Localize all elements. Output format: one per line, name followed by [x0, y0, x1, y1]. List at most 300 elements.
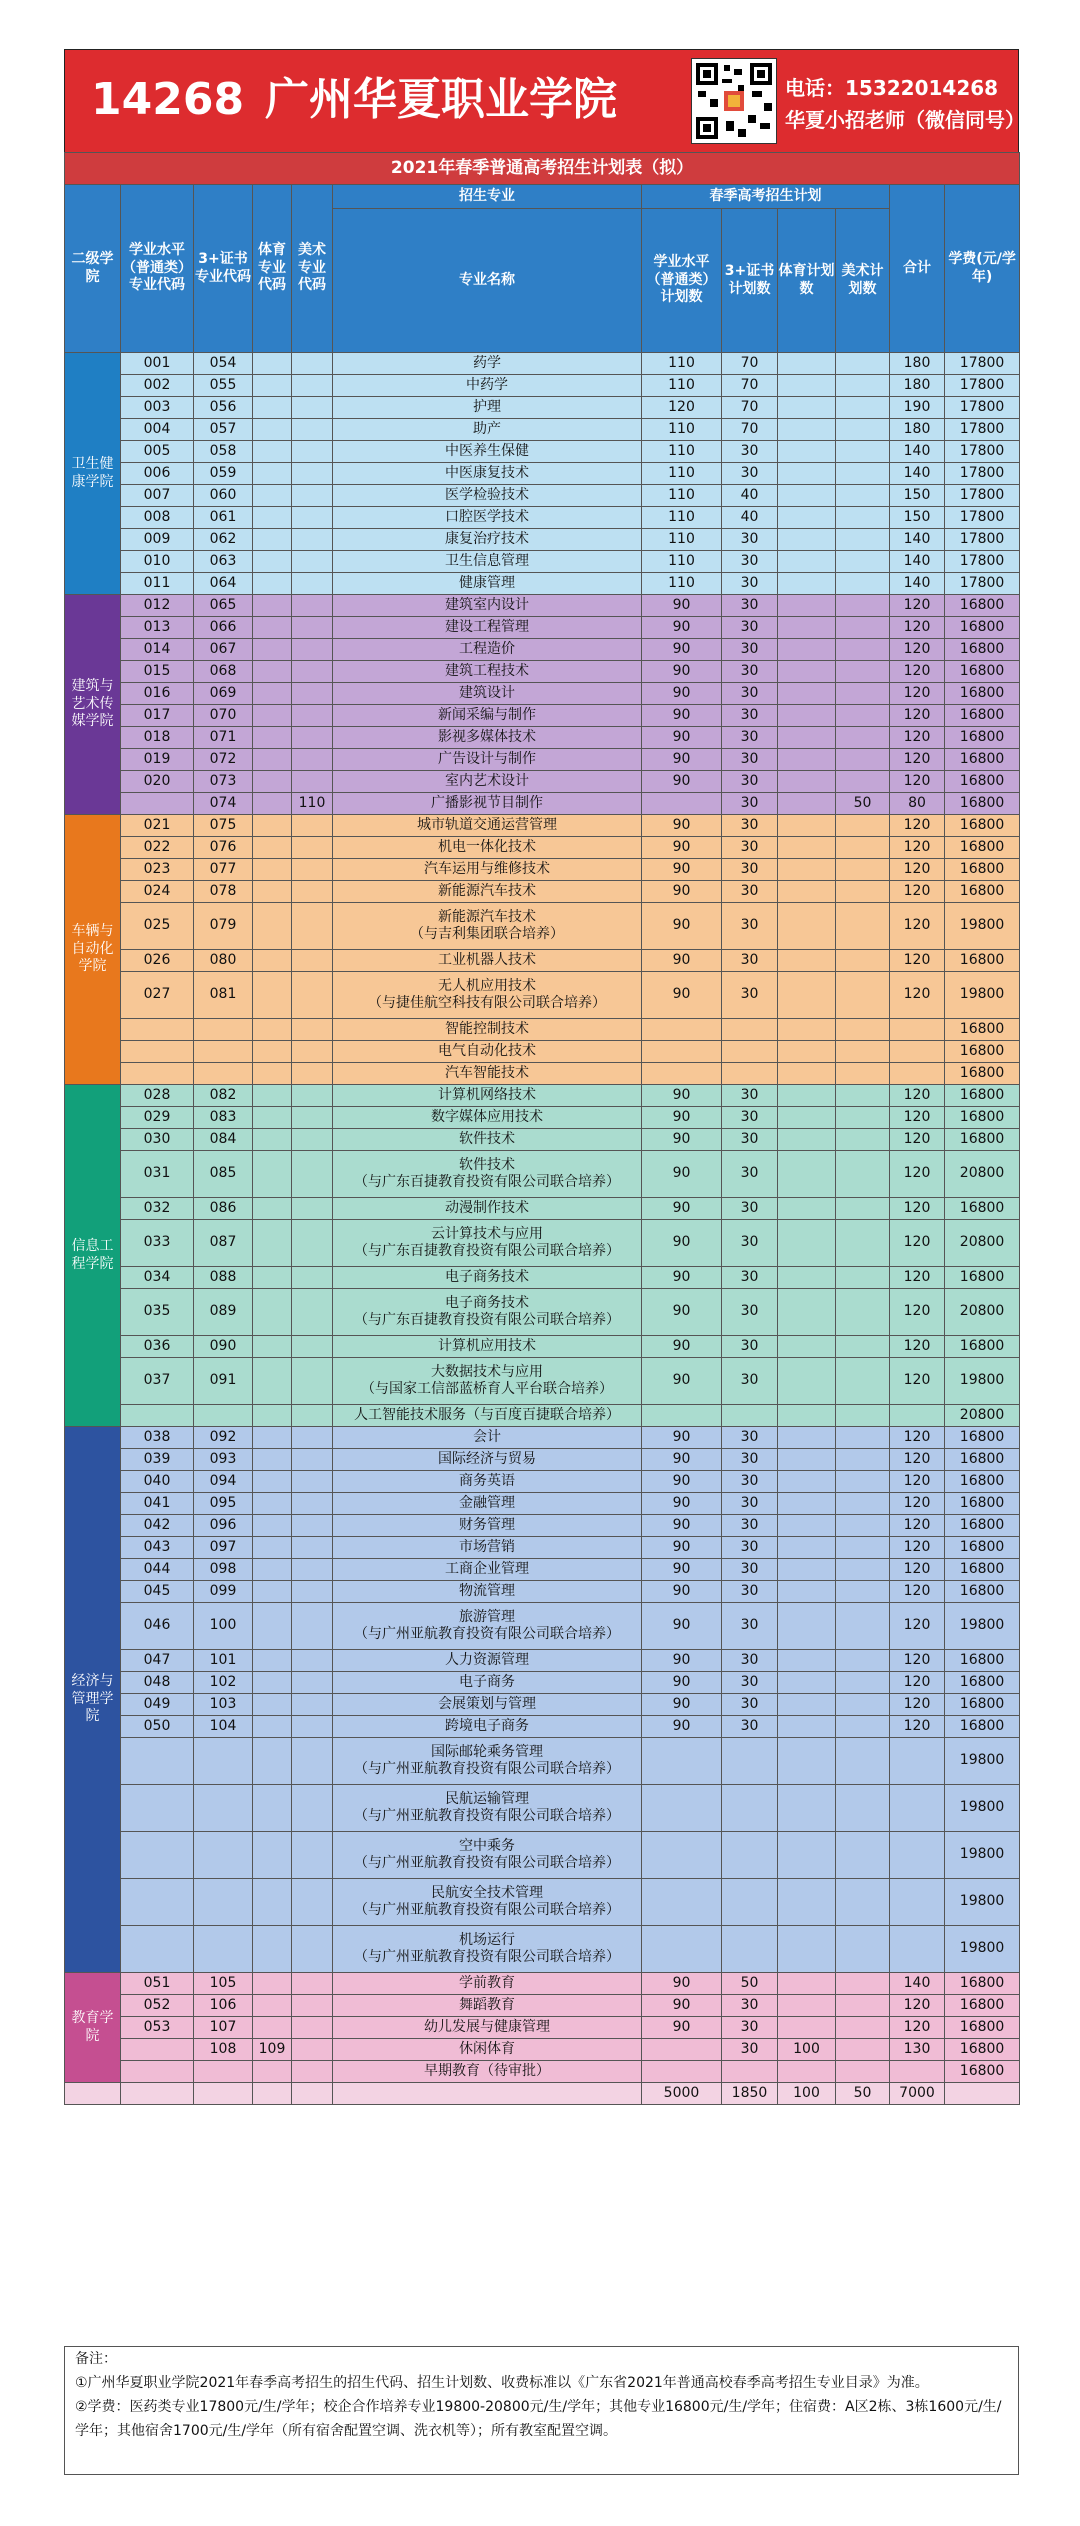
cert-plan-cell: 30: [722, 1267, 778, 1289]
college-name-cell: 建筑与艺术传媒学院: [65, 595, 121, 815]
cert-plan-cell: 30: [722, 1471, 778, 1493]
table-row: [65, 1559, 1020, 1581]
art-plan-cell: [836, 595, 890, 617]
table-row: [65, 1151, 1020, 1198]
major-name-cell: 民航安全技术管理 （与广州亚航教育投资有限公司联合培养）: [333, 1879, 642, 1926]
art-code-cell: [292, 1694, 333, 1716]
header-level-plan: 学业水平（普通类）计划数: [642, 209, 722, 353]
art-code-cell: [292, 1267, 333, 1289]
header-art-code: 美术专业代码: [292, 185, 333, 353]
level-plan-cell: 90: [642, 1471, 722, 1493]
level-code-cell: 040: [121, 1471, 194, 1493]
art-plan-cell: [836, 859, 890, 881]
art-plan-cell: [836, 727, 890, 749]
level-plan-cell: [642, 1926, 722, 1973]
cert-plan-cell: 30: [722, 705, 778, 727]
totals-blank-cell: [945, 2083, 1020, 2105]
pe-plan-cell: [778, 1973, 836, 1995]
major-name-cell: 工业机器人技术: [333, 950, 642, 972]
art-code-cell: [292, 1926, 333, 1973]
level-plan-cell: 90: [642, 1537, 722, 1559]
level-plan-cell: [642, 1879, 722, 1926]
college-name-cell: 车辆与自动化学院: [65, 815, 121, 1085]
pe-code-cell: [253, 1537, 292, 1559]
cert-code-cell: [194, 1785, 253, 1832]
table-row: [65, 771, 1020, 793]
major-name-cell: 会展策划与管理: [333, 1694, 642, 1716]
cert-code-cell: 059: [194, 463, 253, 485]
table-row: [65, 1041, 1020, 1063]
table-row: [65, 749, 1020, 771]
art-plan-cell: [836, 419, 890, 441]
notes-box: [64, 2346, 1019, 2475]
art-code-cell: [292, 1493, 333, 1515]
totals-blank-cell: [253, 2083, 292, 2105]
level-plan-cell: 90: [642, 903, 722, 950]
pe-plan-cell: [778, 2017, 836, 2039]
major-name-cell: 护理: [333, 397, 642, 419]
pe-code-cell: [253, 2017, 292, 2039]
fee-cell: 16800: [945, 1537, 1020, 1559]
fee-cell: 16800: [945, 1581, 1020, 1603]
fee-cell: 16800: [945, 793, 1020, 815]
major-name-cell: 新能源汽车技术 （与吉利集团联合培养）: [333, 903, 642, 950]
fee-cell: 16800: [945, 1694, 1020, 1716]
art-plan-cell: [836, 1107, 890, 1129]
cert-plan-cell: 30: [722, 1515, 778, 1537]
total-cell: 120: [890, 727, 945, 749]
art-code-cell: [292, 1672, 333, 1694]
art-code-cell: [292, 2017, 333, 2039]
cert-code-cell: 062: [194, 529, 253, 551]
level-plan-cell: [642, 2061, 722, 2083]
art-plan-cell: [836, 441, 890, 463]
cert-plan-cell: 30: [722, 1151, 778, 1198]
cert-code-cell: 103: [194, 1694, 253, 1716]
pe-code-cell: [253, 1449, 292, 1471]
art-code-cell: [292, 1879, 333, 1926]
header-level-code: 学业水平（普通类）专业代码: [121, 185, 194, 353]
level-plan-cell: 90: [642, 859, 722, 881]
art-plan-cell: [836, 1449, 890, 1471]
table-row: [65, 815, 1020, 837]
art-code-cell: [292, 1973, 333, 1995]
pe-plan-cell: [778, 397, 836, 419]
major-name-cell: 新闻采编与制作: [333, 705, 642, 727]
table-row: [65, 595, 1020, 617]
pe-code-cell: [253, 353, 292, 375]
level-code-cell: 022: [121, 837, 194, 859]
level-plan-cell: 90: [642, 683, 722, 705]
fee-cell: 16800: [945, 859, 1020, 881]
major-name-cell: 云计算技术与应用 （与广东百捷教育投资有限公司联合培养）: [333, 1220, 642, 1267]
art-code-cell: [292, 463, 333, 485]
cert-plan-cell: [722, 1405, 778, 1427]
table-row: [65, 1289, 1020, 1336]
level-code-cell: 020: [121, 771, 194, 793]
art-code-cell: [292, 1085, 333, 1107]
pe-code-cell: [253, 419, 292, 441]
level-code-cell: 014: [121, 639, 194, 661]
pe-plan-cell: [778, 1832, 836, 1879]
cert-plan-cell: 30: [722, 1603, 778, 1650]
total-cell: 120: [890, 1471, 945, 1493]
cert-code-cell: 061: [194, 507, 253, 529]
pe-code-cell: [253, 1405, 292, 1427]
pe-plan-cell: [778, 1267, 836, 1289]
art-code-cell: [292, 815, 333, 837]
pe-plan-cell: [778, 1471, 836, 1493]
pe-code-cell: [253, 1471, 292, 1493]
cert-code-cell: 068: [194, 661, 253, 683]
level-plan-cell: 110: [642, 375, 722, 397]
total-cell: [890, 1879, 945, 1926]
fee-cell: 16800: [945, 950, 1020, 972]
total-cell: 150: [890, 507, 945, 529]
total-cell: 120: [890, 1267, 945, 1289]
table-row: [65, 463, 1020, 485]
fee-cell: 16800: [945, 1716, 1020, 1738]
total-cell: 120: [890, 1603, 945, 1650]
table-row: [65, 1405, 1020, 1427]
note-item-2: ②学费：医药类专业17800元/生/学年；校企合作培养专业19800-20800元/生/学年；其他专业16800元/生/学年；住宿费：A区2栋、3栋1600元/生/学年；其他宿舍1700元/生/学年（所有宿舍配置空调、洗衣机等）；所有教室配置空调。: [75, 2399, 1002, 2439]
fee-cell: 16800: [945, 1471, 1020, 1493]
level-plan-cell: [642, 1832, 722, 1879]
qr-code-icon[interactable]: [691, 58, 777, 144]
fee-cell: 16800: [945, 1973, 1020, 1995]
art-plan-cell: [836, 1559, 890, 1581]
fee-cell: 16800: [945, 1198, 1020, 1220]
pe-code-cell: [253, 1785, 292, 1832]
level-plan-cell: 90: [642, 661, 722, 683]
notes-label: 备注：: [75, 2351, 117, 2367]
total-cell: 120: [890, 1220, 945, 1267]
cert-plan-cell: 30: [722, 1716, 778, 1738]
cert-plan-cell: [722, 1063, 778, 1085]
table-row: [65, 573, 1020, 595]
major-name-cell: 室内艺术设计: [333, 771, 642, 793]
table-row: [65, 353, 1020, 375]
table-row: [65, 661, 1020, 683]
level-plan-cell: 90: [642, 771, 722, 793]
pe-code-cell: [253, 551, 292, 573]
cert-code-cell: 071: [194, 727, 253, 749]
fee-cell: 20800: [945, 1151, 1020, 1198]
art-code-cell: [292, 639, 333, 661]
major-name-cell: 计算机网络技术: [333, 1085, 642, 1107]
art-plan-cell: [836, 881, 890, 903]
level-plan-cell: 90: [642, 595, 722, 617]
pe-code-cell: [253, 2061, 292, 2083]
level-code-cell: 009: [121, 529, 194, 551]
art-plan-cell: [836, 1738, 890, 1785]
contact-wechat: 华夏小招老师（微信同号）: [785, 108, 1025, 132]
total-cell: 120: [890, 1672, 945, 1694]
level-plan-cell: 90: [642, 972, 722, 1019]
cert-code-cell: 107: [194, 2017, 253, 2039]
pe-code-cell: [253, 903, 292, 950]
table-row: [65, 683, 1020, 705]
total-cell: 190: [890, 397, 945, 419]
level-code-cell: 015: [121, 661, 194, 683]
level-plan-cell: 90: [642, 1581, 722, 1603]
fee-cell: 17800: [945, 463, 1020, 485]
table-row: [65, 1537, 1020, 1559]
pe-plan-cell: [778, 1405, 836, 1427]
fee-cell: 19800: [945, 1738, 1020, 1785]
pe-code-cell: [253, 1581, 292, 1603]
major-name-cell: 商务英语: [333, 1471, 642, 1493]
college-name-cell: 教育学院: [65, 1973, 121, 2083]
major-name-cell: 市场营销: [333, 1537, 642, 1559]
level-plan-cell: [642, 1019, 722, 1041]
art-code-cell: [292, 1336, 333, 1358]
total-cell: 120: [890, 705, 945, 727]
pe-plan-cell: [778, 485, 836, 507]
total-cell: 120: [890, 1995, 945, 2017]
level-plan-cell: 110: [642, 529, 722, 551]
cert-code-cell: 074: [194, 793, 253, 815]
pe-code-cell: [253, 1220, 292, 1267]
major-name-cell: 电子商务技术 （与广东百捷教育投资有限公司联合培养）: [333, 1289, 642, 1336]
total-cell: 120: [890, 1515, 945, 1537]
art-plan-cell: 50: [836, 793, 890, 815]
fee-cell: 16800: [945, 1995, 1020, 2017]
total-cell: 120: [890, 1694, 945, 1716]
total-cell: 120: [890, 639, 945, 661]
level-code-cell: 047: [121, 1650, 194, 1672]
pe-plan-cell: [778, 529, 836, 551]
fee-cell: 17800: [945, 419, 1020, 441]
cert-plan-cell: 30: [722, 2039, 778, 2061]
level-code-cell: [121, 1879, 194, 1926]
table-body: [65, 153, 1020, 2105]
art-plan-cell: [836, 1220, 890, 1267]
cert-code-cell: 066: [194, 617, 253, 639]
cert-code-cell: [194, 1019, 253, 1041]
major-name-cell: 建筑工程技术: [333, 661, 642, 683]
total-cell: 120: [890, 859, 945, 881]
pe-code-cell: [253, 1716, 292, 1738]
fee-cell: 16800: [945, 1559, 1020, 1581]
table-row: [65, 837, 1020, 859]
pe-plan-cell: [778, 1672, 836, 1694]
table-row: [65, 485, 1020, 507]
cert-plan-cell: [722, 1926, 778, 1973]
pe-plan-cell: [778, 463, 836, 485]
header-total: 合计: [890, 185, 945, 353]
pe-plan-cell: [778, 793, 836, 815]
pe-code-cell: [253, 1267, 292, 1289]
art-code-cell: [292, 595, 333, 617]
pe-plan-cell: [778, 815, 836, 837]
art-code-cell: [292, 1427, 333, 1449]
table-row: [65, 441, 1020, 463]
level-code-cell: 026: [121, 950, 194, 972]
total-cell: 120: [890, 1493, 945, 1515]
art-plan-cell: [836, 1926, 890, 1973]
art-code-cell: [292, 573, 333, 595]
major-name-cell: 建筑室内设计: [333, 595, 642, 617]
art-plan-cell: [836, 353, 890, 375]
cert-plan-cell: 40: [722, 485, 778, 507]
cert-plan-cell: [722, 1041, 778, 1063]
cert-plan-cell: 30: [722, 1559, 778, 1581]
art-plan-cell: [836, 1336, 890, 1358]
art-code-cell: [292, 1151, 333, 1198]
major-name-cell: 舞蹈教育: [333, 1995, 642, 2017]
pe-code-cell: [253, 1493, 292, 1515]
fee-cell: 19800: [945, 1832, 1020, 1879]
major-name-cell: 人力资源管理: [333, 1650, 642, 1672]
fee-cell: 16800: [945, 683, 1020, 705]
pe-code-cell: [253, 950, 292, 972]
major-name-cell: 中医养生保健: [333, 441, 642, 463]
fee-cell: 20800: [945, 1220, 1020, 1267]
fee-cell: 19800: [945, 1358, 1020, 1405]
level-plan-cell: 90: [642, 617, 722, 639]
level-plan-cell: 110: [642, 573, 722, 595]
pe-code-cell: [253, 1336, 292, 1358]
level-code-cell: 043: [121, 1537, 194, 1559]
table-row: [65, 1716, 1020, 1738]
fee-cell: 16800: [945, 617, 1020, 639]
level-plan-cell: [642, 1405, 722, 1427]
pe-plan-cell: [778, 573, 836, 595]
total-cell: 120: [890, 1358, 945, 1405]
cert-code-cell: 086: [194, 1198, 253, 1220]
cert-code-cell: 065: [194, 595, 253, 617]
cert-plan-cell: 30: [722, 1672, 778, 1694]
major-name-cell: 工程造价: [333, 639, 642, 661]
total-cell: 140: [890, 573, 945, 595]
school-name: 广州华夏职业学院: [265, 74, 617, 125]
table-title: 2021年春季普通高考招生计划表（拟）: [65, 153, 1020, 185]
level-plan-cell: 90: [642, 1995, 722, 2017]
level-plan-cell: 90: [642, 1427, 722, 1449]
table-row: [65, 1672, 1020, 1694]
table-row: [65, 859, 1020, 881]
pe-plan-cell: [778, 1220, 836, 1267]
fee-cell: 16800: [945, 639, 1020, 661]
level-plan-cell: 90: [642, 1129, 722, 1151]
total-cell: 120: [890, 2017, 945, 2039]
cert-code-cell: 082: [194, 1085, 253, 1107]
major-name-cell: 工商企业管理: [333, 1559, 642, 1581]
art-plan-cell: [836, 1427, 890, 1449]
art-plan-cell: [836, 529, 890, 551]
level-code-cell: 039: [121, 1449, 194, 1471]
fee-cell: 16800: [945, 1041, 1020, 1063]
art-code-cell: [292, 705, 333, 727]
level-code-cell: 036: [121, 1336, 194, 1358]
cert-code-cell: 073: [194, 771, 253, 793]
art-plan-cell: [836, 1151, 890, 1198]
pe-code-cell: [253, 1198, 292, 1220]
level-plan-cell: 90: [642, 1559, 722, 1581]
pe-plan-cell: 100: [778, 2039, 836, 2061]
art-plan-cell: [836, 903, 890, 950]
enrollment-table: [64, 152, 1020, 2105]
cert-plan-cell: 30: [722, 859, 778, 881]
pe-plan-cell: [778, 441, 836, 463]
art-code-cell: [292, 1738, 333, 1785]
pe-code-cell: [253, 595, 292, 617]
totals-blank-cell: [121, 2083, 194, 2105]
level-plan-cell: 90: [642, 705, 722, 727]
art-plan-cell: [836, 1716, 890, 1738]
pe-plan-cell: [778, 727, 836, 749]
major-name-cell: 影视多媒体技术: [333, 727, 642, 749]
cert-plan-cell: 30: [722, 749, 778, 771]
pe-code-cell: [253, 617, 292, 639]
cert-plan-cell: 30: [722, 903, 778, 950]
pe-plan-cell: [778, 1603, 836, 1650]
pe-code-cell: [253, 683, 292, 705]
art-plan-cell: [836, 1063, 890, 1085]
art-code-cell: [292, 441, 333, 463]
pe-code-cell: [253, 1041, 292, 1063]
pe-code-cell: [253, 1603, 292, 1650]
fee-cell: 19800: [945, 1879, 1020, 1926]
totals-cell: 5000: [642, 2083, 722, 2105]
total-cell: 120: [890, 1336, 945, 1358]
level-code-cell: 007: [121, 485, 194, 507]
cert-plan-cell: [722, 1019, 778, 1041]
total-cell: 150: [890, 485, 945, 507]
cert-code-cell: 106: [194, 1995, 253, 2017]
pe-code-cell: [253, 1559, 292, 1581]
table-row: [65, 419, 1020, 441]
art-code-cell: [292, 1107, 333, 1129]
art-code-cell: [292, 1471, 333, 1493]
cert-code-cell: 063: [194, 551, 253, 573]
level-code-cell: 052: [121, 1995, 194, 2017]
art-code-cell: [292, 1559, 333, 1581]
pe-plan-cell: [778, 683, 836, 705]
college-name-cell: 卫生健康学院: [65, 353, 121, 595]
fee-cell: 16800: [945, 1019, 1020, 1041]
major-name-cell: 学前教育: [333, 1973, 642, 1995]
art-code-cell: [292, 375, 333, 397]
cert-plan-cell: 30: [722, 972, 778, 1019]
cert-plan-cell: 30: [722, 551, 778, 573]
art-plan-cell: [836, 771, 890, 793]
cert-code-cell: 057: [194, 419, 253, 441]
totals-blank-cell: [333, 2083, 642, 2105]
level-plan-cell: 90: [642, 749, 722, 771]
pe-plan-cell: [778, 1151, 836, 1198]
major-name-cell: 财务管理: [333, 1515, 642, 1537]
pe-code-cell: [253, 815, 292, 837]
level-plan-cell: 90: [642, 1515, 722, 1537]
level-plan-cell: 90: [642, 639, 722, 661]
total-cell: [890, 1926, 945, 1973]
total-cell: 120: [890, 1427, 945, 1449]
level-plan-cell: 90: [642, 1493, 722, 1515]
table-title-row: [65, 153, 1020, 185]
pe-plan-cell: [778, 1694, 836, 1716]
table-row: [65, 1107, 1020, 1129]
major-name-cell: 民航运输管理 （与广州亚航教育投资有限公司联合培养）: [333, 1785, 642, 1832]
level-code-cell: 025: [121, 903, 194, 950]
pe-code-cell: [253, 1151, 292, 1198]
cert-code-cell: 070: [194, 705, 253, 727]
major-name-cell: 无人机应用技术 （与捷佳航空科技有限公司联合培养）: [333, 972, 642, 1019]
pe-plan-cell: [778, 1449, 836, 1471]
major-name-cell: 助产: [333, 419, 642, 441]
cert-code-cell: 077: [194, 859, 253, 881]
